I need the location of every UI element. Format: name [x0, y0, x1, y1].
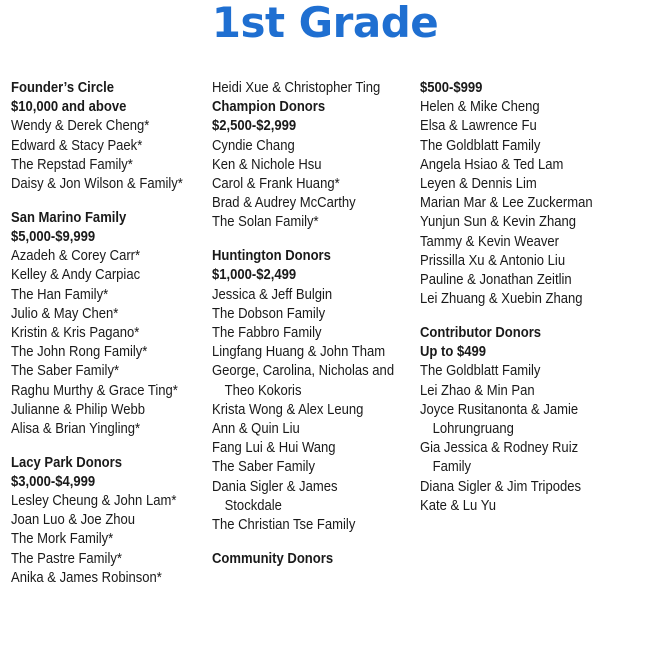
section-heading: $5,000-$9,999: [11, 228, 96, 245]
donor-name: The Pastre Family*: [11, 550, 122, 567]
donor-name: Heidi Xue & Christopher Ting: [212, 80, 381, 96]
section-heading: Founder’s Circle: [11, 80, 114, 96]
donor-name: The Han Family*: [11, 286, 109, 303]
donor-name: Fang Lui & Hui Wang: [212, 440, 336, 457]
donor-name: Carol & Frank Huang*: [212, 176, 340, 193]
section-spacer: [212, 233, 408, 248]
donor-name: Stockdale: [224, 497, 282, 514]
donor-name: Lei Zhao & Min Pan: [420, 382, 535, 399]
donor-name: The Mork Family*: [11, 531, 114, 548]
donor-name: Marian Mar & Lee Zuckerman: [420, 195, 593, 212]
page-title: 1st Grade: [211, 0, 439, 47]
section-heading: Community Donors: [212, 550, 334, 567]
donor-name: Angela Hsiao & Ted Lam: [420, 156, 564, 173]
donor-name: Ken & Nichole Hsu: [212, 156, 322, 173]
donor-name: Helen & Mike Cheng: [420, 99, 540, 116]
section-heading: $3,000-$4,999: [11, 473, 96, 490]
donor-name: Jessica & Jeff Bulgin: [212, 286, 333, 303]
donor-name: Raghu Murthy & Grace Ting*: [11, 382, 178, 399]
donor-name: Kate & Lu Yu: [420, 497, 496, 514]
donor-name: Pauline & Jonathan Zeitlin: [420, 272, 572, 289]
section-heading: Up to $499: [420, 344, 487, 361]
donor-name: The Saber Family: [212, 459, 315, 476]
donor-name: Lingfang Huang & John Tham: [212, 344, 386, 361]
donor-name: Prissilla Xu & Antonio Liu: [420, 252, 566, 269]
section-heading: Champion Donors: [212, 99, 326, 116]
section-heading: $2,500-$2,999: [212, 118, 297, 135]
donor-name: Julianne & Philip Webb: [11, 401, 145, 418]
donor-name: The John Rong Family*: [11, 344, 148, 361]
section-heading: Contributor Donors: [420, 324, 542, 341]
section-heading: $500-$999: [420, 80, 483, 96]
donor-name: Daisy & Jon Wilson & Family*: [11, 176, 183, 193]
donor-name: Julio & May Chen*: [11, 305, 119, 322]
section-spacer: [11, 194, 200, 209]
donor-name: Lei Zhuang & Xuebin Zhang: [420, 291, 583, 308]
donor-name: Leyen & Dennis Lim: [420, 176, 537, 193]
donor-name: The Goldblatt Family: [420, 363, 541, 380]
donor-name: George, Carolina, Nicholas and: [212, 363, 395, 380]
donor-name: Azadeh & Corey Carr*: [11, 248, 141, 265]
donor-name: Kelley & Andy Carpiac: [11, 267, 141, 284]
donor-name: The Solan Family*: [212, 214, 319, 231]
donor-name: Family: [432, 459, 472, 476]
donor-name: Kristin & Kris Pagano*: [11, 324, 140, 341]
donor-name: Brad & Audrey McCarthy: [212, 195, 356, 212]
donor-name: Cyndie Chang: [212, 137, 295, 154]
donor-name: Yunjun Sun & Kevin Zhang: [420, 214, 576, 231]
section-spacer: [212, 535, 408, 550]
donor-column-2: [212, 79, 408, 569]
donor-name: Joan Luo & Joe Zhou: [11, 512, 136, 529]
section-heading: $10,000 and above: [11, 99, 127, 116]
donor-name: Elsa & Lawrence Fu: [420, 118, 537, 135]
donor-name: Dania Sigler & James: [212, 478, 338, 495]
donor-name: Lohrungruang: [432, 420, 514, 437]
donor-name: The Fabbro Family: [212, 324, 322, 341]
donor-name: Lesley Cheung & John Lam*: [11, 493, 177, 510]
donor-name: The Christian Tse Family: [212, 516, 356, 533]
donor-name: Tammy & Kevin Weaver: [420, 233, 560, 250]
donor-name: Ann & Quin Liu: [212, 420, 300, 437]
donor-name: The Saber Family*: [11, 363, 120, 380]
section-spacer: [420, 309, 625, 324]
donor-name: Anika & James Robinson*: [11, 569, 162, 586]
donor-name: Krista Wong & Alex Leung: [212, 401, 364, 418]
donor-name: Gia Jessica & Rodney Ruiz: [420, 440, 579, 457]
donor-name: Joyce Rusitanonta & Jamie: [420, 401, 579, 418]
donor-name: Theo Kokoris: [224, 382, 302, 399]
section-spacer: [11, 439, 200, 454]
section-heading: $1,000-$2,499: [212, 267, 297, 284]
section-heading: Lacy Park Donors: [11, 454, 122, 471]
donor-column-3: [420, 79, 625, 516]
section-heading: Huntington Donors: [212, 248, 331, 265]
donor-name: Wendy & Derek Cheng*: [11, 118, 150, 135]
donor-column-1: [11, 79, 200, 588]
section-heading: San Marino Family: [11, 209, 127, 226]
donor-name: The Repstad Family*: [11, 156, 133, 173]
donor-name: The Goldblatt Family: [420, 137, 541, 154]
donor-name: The Dobson Family: [212, 305, 326, 322]
donor-name: Diana Sigler & Jim Tripodes: [420, 478, 582, 495]
donor-name: Edward & Stacy Paek*: [11, 137, 143, 154]
donor-name: Alisa & Brian Yingling*: [11, 420, 141, 437]
